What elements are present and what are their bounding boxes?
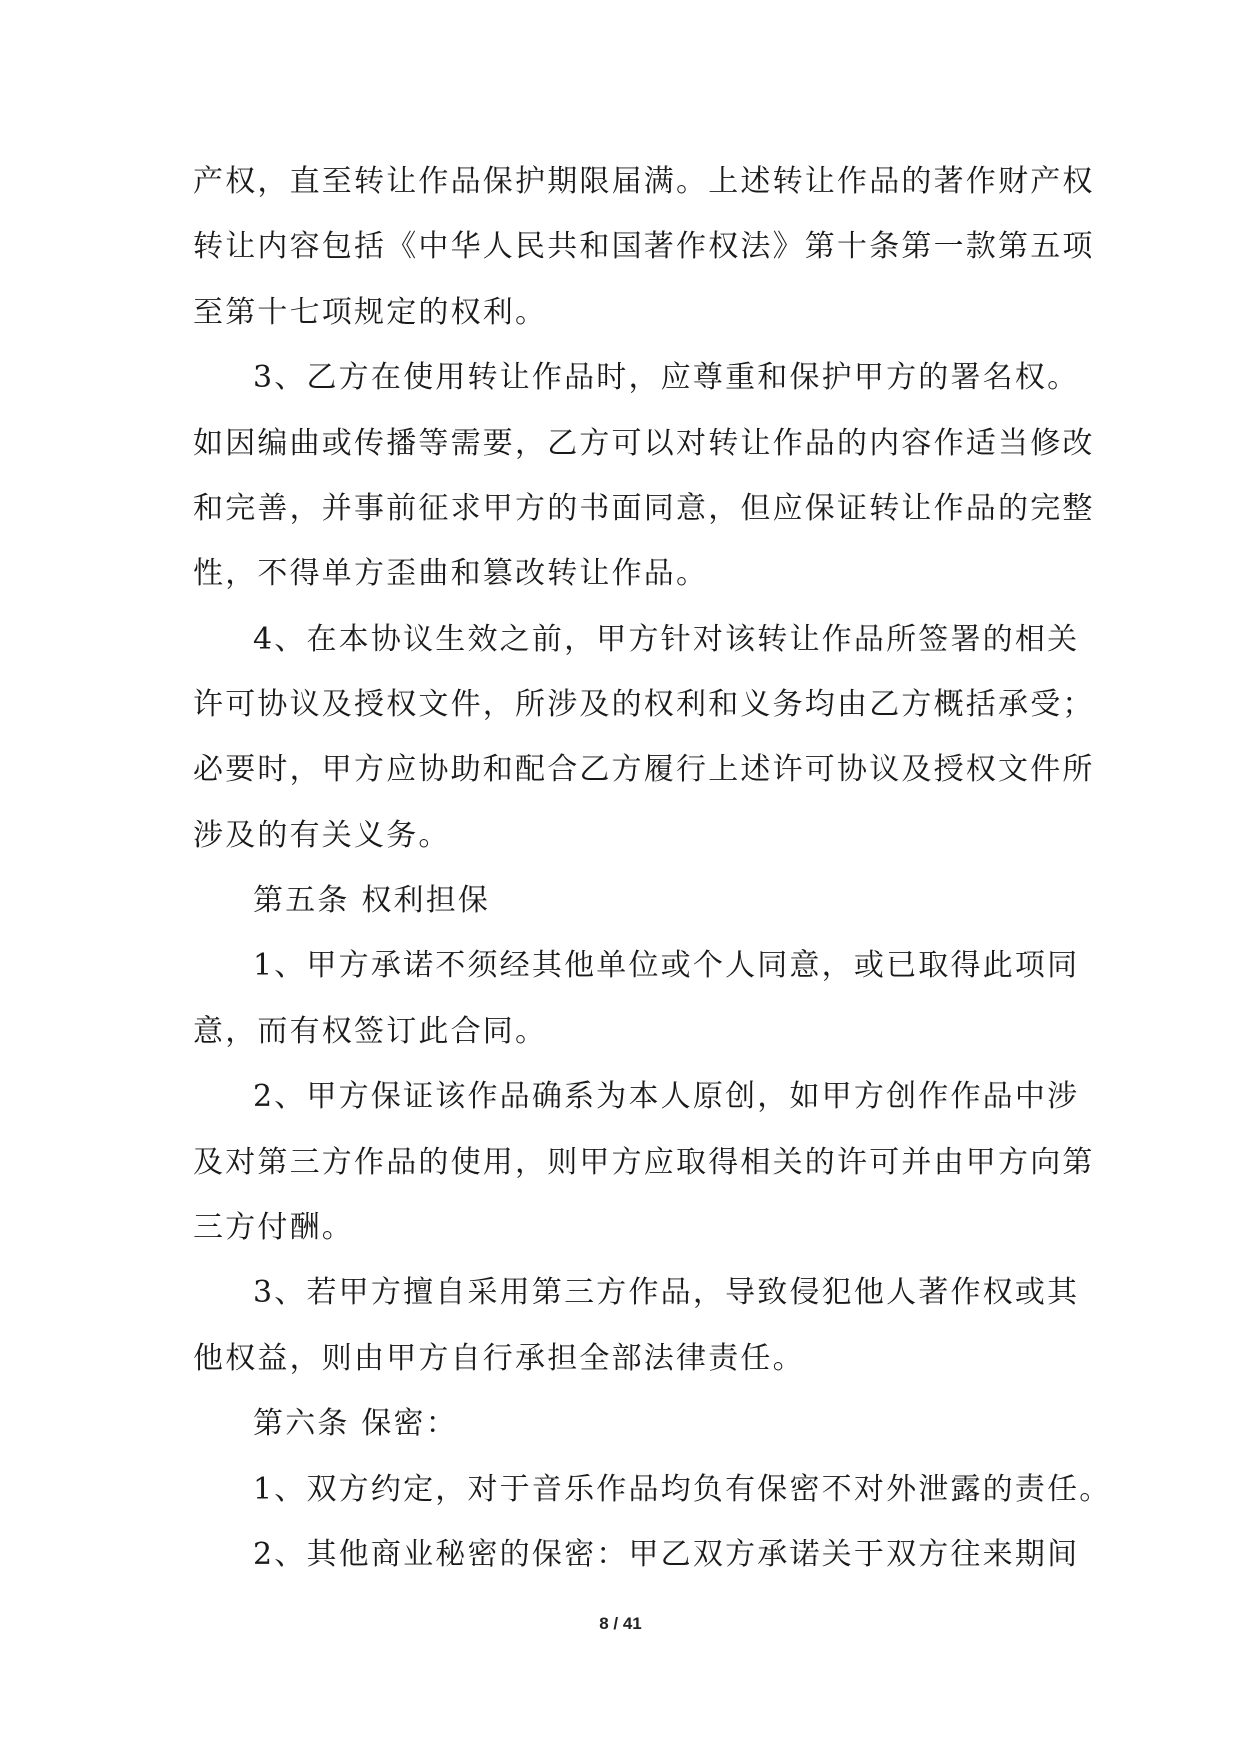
text-line: 4、在本协议生效之前，甲方针对该转让作品所签署的相关: [253, 622, 1080, 657]
text-line: 3、乙方在使用转让作品时，应尊重和保护甲方的署名权。: [253, 360, 1080, 395]
text-line: 转让内容包括《中华人民共和国著作权法》第十条第一款第五项: [193, 229, 1095, 264]
text-line: 2、其他商业秘密的保密：甲乙双方承诺关于双方往来期间: [253, 1537, 1080, 1572]
text-line: 性，不得单方歪曲和篡改转让作品。: [193, 556, 709, 591]
text-line: 如因编曲或传播等需要，乙方可以对转让作品的内容作适当修改: [193, 426, 1095, 461]
text-line: 和完善，并事前征求甲方的书面同意，但应保证转让作品的完整: [193, 491, 1095, 526]
text-line: 3、若甲方擅自采用第三方作品，导致侵犯他人著作权或其: [253, 1275, 1080, 1310]
text-line: 1、甲方承诺不须经其他单位或个人同意，或已取得此项同: [253, 948, 1080, 983]
text-line: 三方付酬。: [193, 1210, 354, 1245]
text-line: 至第十七项规定的权利。: [193, 295, 548, 330]
text-line: 产权，直至转让作品保护期限届满。上述转让作品的著作财产权: [193, 164, 1095, 199]
text-line: 及对第三方作品的使用，则甲方应取得相关的许可并由甲方向第: [193, 1145, 1095, 1180]
page-number: 8 / 41: [599, 1614, 642, 1633]
text-line: 许可协议及授权文件，所涉及的权利和义务均由乙方概括承受；: [193, 687, 1095, 722]
text-line: 涉及的有关义务。: [193, 818, 451, 853]
section-heading: 第六条 保密：: [253, 1406, 458, 1441]
text-line: 2、甲方保证该作品确系为本人原创，如甲方创作作品中涉: [253, 1079, 1080, 1114]
text-line: 他权益，则由甲方自行承担全部法律责任。: [193, 1341, 805, 1376]
text-line: 1、双方约定，对于音乐作品均负有保密不对外泄露的责任。: [253, 1472, 1112, 1507]
section-heading: 第五条 权利担保: [253, 883, 491, 918]
text-line: 必要时，甲方应协助和配合乙方履行上述许可协议及授权文件所: [193, 752, 1095, 787]
text-line: 意，而有权签订此合同。: [193, 1014, 548, 1049]
